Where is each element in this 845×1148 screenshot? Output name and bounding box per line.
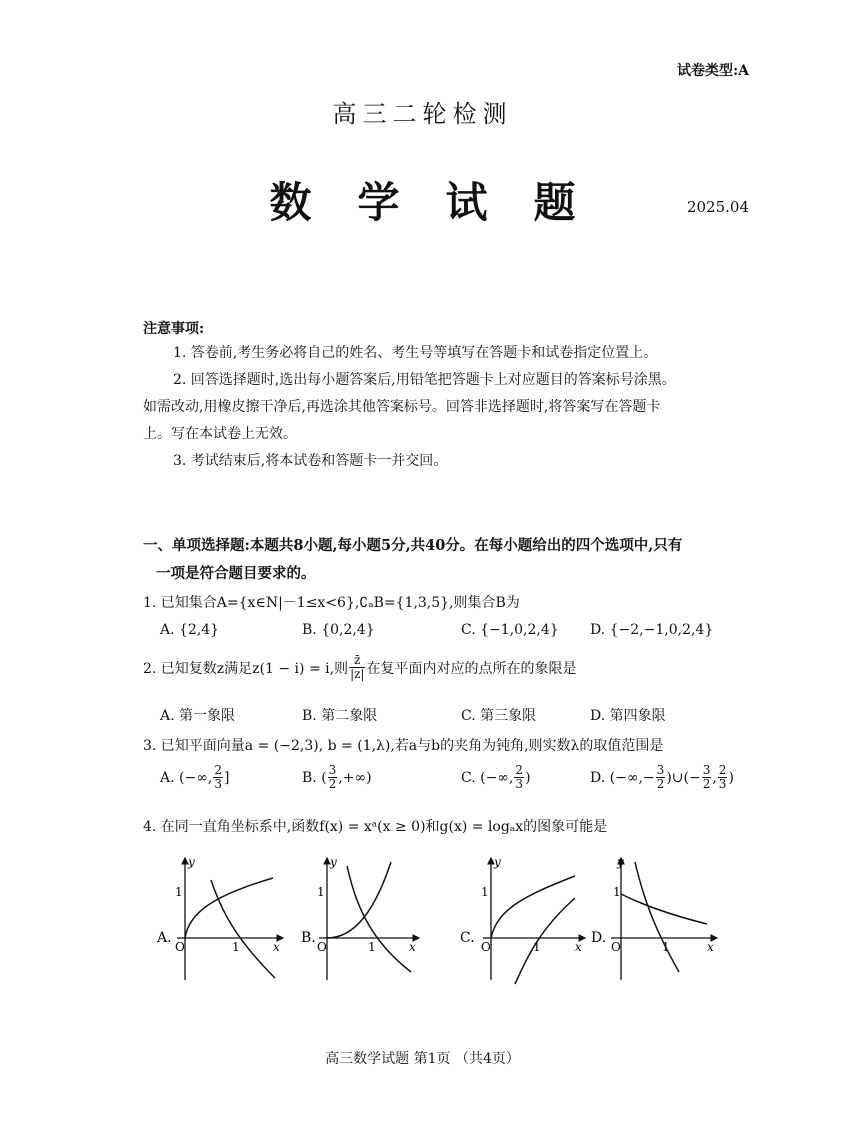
- graph-b-y-label: y: [330, 855, 337, 869]
- q3-d-num1: 3: [656, 763, 665, 777]
- graph-d: [591, 855, 717, 980]
- graph-b: [301, 855, 419, 980]
- q3-a-pre: A. (−∞,: [160, 769, 213, 786]
- q3-b-num: 3: [328, 763, 337, 777]
- q3-d-frac3: [718, 764, 728, 791]
- graph-a-curve-f: [185, 878, 273, 938]
- q3-stem: 3. 已知平面向量a = (−2,3), b = (1,λ),若a与b的夹角为钝角,则实数λ的取值范围是: [143, 738, 664, 754]
- q3-a-post: ]: [223, 769, 230, 786]
- graph-d-y-label: y: [617, 855, 624, 869]
- q3-d-mid: )∪(−: [666, 769, 701, 786]
- graph-c-tick-1: 1: [481, 885, 489, 899]
- graph-a-origin: O: [175, 940, 185, 954]
- q3-option-d: [590, 764, 734, 791]
- q3-b-frac: [328, 764, 338, 791]
- graph-b-origin: O: [317, 940, 327, 954]
- q3-option-a: [160, 764, 229, 791]
- q2-stem-pre: 2. 已知复数z满足z(1 − i) = i,则: [143, 660, 349, 677]
- graph-d-tick-1: 1: [613, 885, 621, 899]
- q3-a-frac: [213, 764, 223, 791]
- q4-graphs: [155, 850, 755, 990]
- q3-c-num: 2: [515, 763, 524, 777]
- graph-c: [460, 855, 585, 984]
- graph-d-origin: O: [611, 940, 621, 954]
- q3-option-b: [302, 764, 372, 791]
- section-heading: [143, 532, 753, 588]
- q3-b-pre: B. (: [302, 769, 327, 786]
- section-heading-line1: 一、单项选择题:本题共8小题,每小题5分,共40分。在每小题给出的四个选项中,只有: [143, 537, 683, 554]
- q3-d-den1: 2: [656, 777, 665, 791]
- q3-d-pre: D. (−∞,−: [590, 769, 655, 786]
- q2-option-b: B. 第二象限: [302, 708, 378, 724]
- q2-frac-num: z̄: [349, 654, 365, 668]
- graph-b-x-tick-1: 1: [368, 940, 376, 954]
- note-2: 2. 回答选择题时,选出每小题答案后,用铅笔把答题卡上对应题目的答案标号涂黑。: [173, 372, 676, 388]
- q2-stem: [143, 654, 576, 681]
- graph-d-curve-g: [635, 862, 679, 972]
- q2-option-c: C. 第三象限: [461, 708, 537, 724]
- note-2-cont2: 上。写在本试卷上无效。: [143, 426, 297, 442]
- graph-c-curve-g: [515, 898, 575, 984]
- graph-d-label: D.: [591, 930, 607, 946]
- graph-b-curve-f: [327, 862, 391, 938]
- graph-c-origin: O: [481, 940, 491, 954]
- note-1: 1. 答卷前,考生务必将自己的姓名、考生号等填写在答题卡和试卷指定位置上。: [173, 345, 658, 361]
- q3-b-post: ,+∞): [338, 769, 372, 786]
- graph-a: [156, 855, 283, 980]
- q3-c-frac: [514, 764, 524, 791]
- exam-date: 2025.04: [686, 198, 749, 216]
- q3-d-den2: 2: [702, 777, 711, 791]
- graph-c-curve-f: [491, 876, 575, 938]
- graph-a-label: A.: [157, 930, 172, 946]
- q3-d-num3: 2: [718, 763, 727, 777]
- q1-option-b: B. {0,2,4}: [302, 622, 375, 638]
- page-footer: 高三数学试题 第1页 （共4页）: [325, 1051, 520, 1067]
- graph-c-x-label: x: [575, 940, 582, 954]
- exam-subtitle: 高三二轮检测: [332, 100, 513, 128]
- graph-b-label: B.: [301, 930, 316, 946]
- q2-option-d: D. 第四象限: [590, 708, 666, 724]
- graph-a-curve-g: [211, 880, 275, 978]
- graph-d-x-label: x: [707, 940, 714, 954]
- q3-d-den3: 3: [718, 777, 727, 791]
- q3-d-post: ): [728, 769, 734, 786]
- q3-d-comma: ,: [712, 769, 717, 786]
- graph-c-y-label: y: [494, 855, 501, 869]
- q3-d-frac2: [702, 764, 712, 791]
- note-2-cont: 如需改动,用橡皮擦干净后,再选涂其他答案标号。回答非选择题时,将答案写在答题卡: [143, 399, 661, 415]
- graph-a-tick-1: 1: [175, 885, 183, 899]
- graph-c-x-tick-1: 1: [533, 940, 541, 954]
- q2-fraction: [349, 654, 365, 681]
- q4-stem: 4. 在同一直角坐标系中,函数f(x) = xᵃ(x ≥ 0)和g(x) = logₐx的图象可能是: [143, 819, 608, 835]
- q3-option-c: [461, 764, 531, 791]
- graph-b-x-label: x: [409, 940, 416, 954]
- graph-a-y-label: y: [188, 855, 195, 869]
- q3-a-den: 3: [214, 777, 222, 791]
- note-3: 3. 考试结束后,将本试卷和答题卡一并交回。: [173, 453, 448, 469]
- graph-a-x-tick-1: 1: [232, 940, 240, 954]
- q3-c-den: 3: [515, 777, 524, 791]
- paper-type-label: 试卷类型:A: [676, 63, 749, 79]
- q2-option-a: A. 第一象限: [160, 708, 236, 724]
- q2-stem-post: 在复平面内对应的点所在的象限是: [366, 660, 577, 677]
- graph-b-tick-1: 1: [317, 885, 325, 899]
- graph-c-label: C.: [460, 930, 475, 946]
- q3-d-num2: 3: [702, 763, 711, 777]
- graph-b-curve-g: [347, 866, 411, 972]
- graph-d-x-tick-1: 1: [662, 940, 670, 954]
- q3-d-frac1: [656, 764, 666, 791]
- q3-b-den: 2: [328, 777, 337, 791]
- exam-title: 数学试题: [269, 178, 622, 227]
- graph-a-x-label: x: [273, 940, 280, 954]
- section-heading-line2: 一项是符合题目要求的。: [156, 565, 316, 582]
- q1-stem: 1. 已知集合A={x∈N|－1≤x<6},∁ₐB={1,3,5},则集合B为: [143, 595, 520, 611]
- q1-option-c: C. {−1,0,2,4}: [461, 622, 559, 638]
- q3-c-post: ): [525, 769, 531, 786]
- q3-c-pre: C. (−∞,: [461, 769, 514, 786]
- q2-frac-den: |z|: [350, 667, 365, 681]
- notes-heading: 注意事项:: [143, 321, 205, 337]
- q3-a-num: 2: [214, 763, 222, 777]
- q1-option-a: A. {2,4}: [160, 622, 220, 638]
- q1-option-d: D. {−2,−1,0,2,4}: [590, 622, 714, 638]
- graph-d-curve-f: [621, 894, 707, 924]
